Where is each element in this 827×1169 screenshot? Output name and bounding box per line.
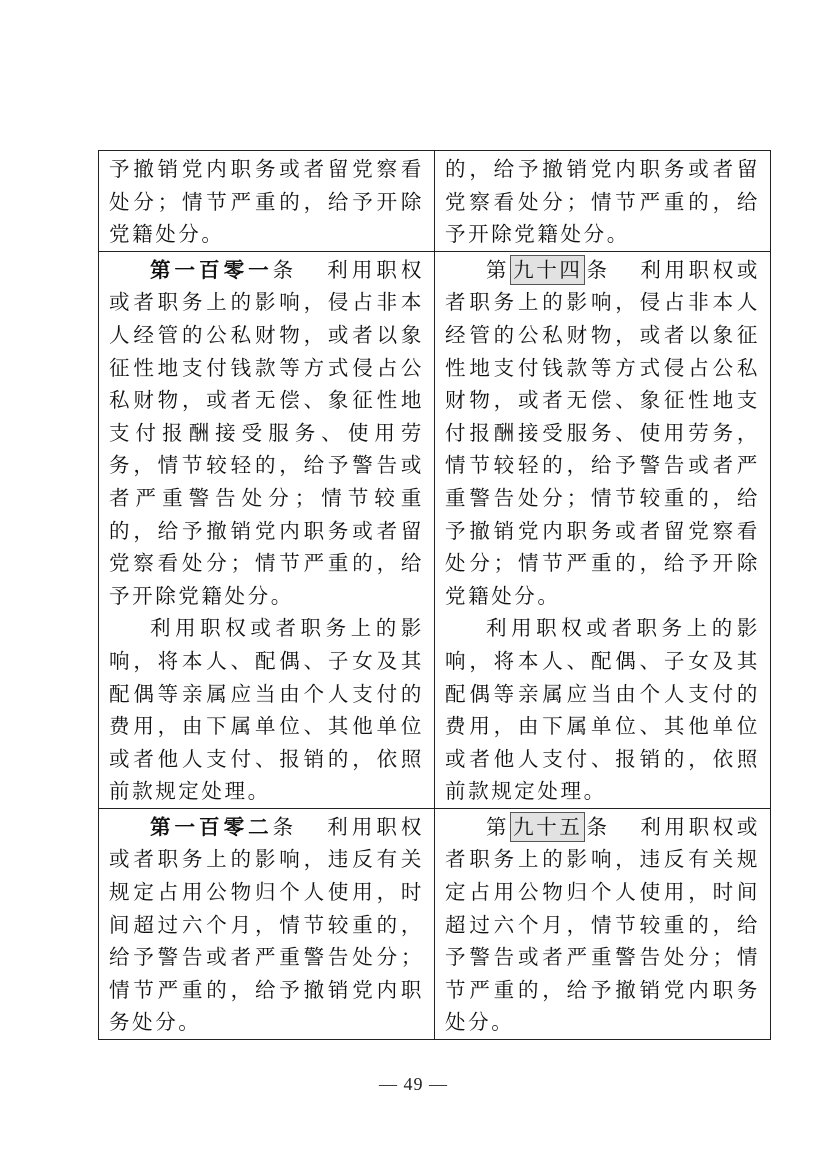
article-suffix: 条 <box>585 814 611 839</box>
clause-paragraph <box>445 811 760 1039</box>
clause-text: 利用职权或者职务上的影响，侵占非本人经管的公私财物，或者以象征性地支付钱款等方式侵占公私财物，或者无偿、象征性地支付报酬接受服务、使用劳务，情节较轻的，给予警告或者严重警告处分；情节较重的，给予撤销党内职务或者留党察看处分；情节严重的，给予开除党籍处分。 <box>445 257 760 608</box>
clause-paragraph: 利用职权或者职务上的影响，将本人、配偶、子女及其配偶等亲属应当由个人支付的费用，由下属单位、其他单位或者他人支付、报销的，依照前款规定处理。 <box>109 616 424 804</box>
article-suffix: 条 <box>585 257 611 282</box>
clause-paragraph <box>109 811 424 1039</box>
article-prefix: 第 <box>486 814 511 839</box>
article-number-bold: 第一百零一 <box>150 257 273 282</box>
table-row <box>99 151 771 252</box>
clause-paragraph <box>109 254 424 613</box>
article-suffix: 条 <box>272 814 298 839</box>
table-cell-original <box>435 151 771 252</box>
clause-text: 利用职权或者职务上的影响，违反有关规定占用公物归个人使用，时间超过六个月，情节较重的，给予警告或者严重警告处分；情节严重的，给予撤销党内职务处分。 <box>445 814 760 1035</box>
table-cell-original <box>435 808 771 1039</box>
article-suffix: 条 <box>272 257 298 282</box>
article-number-highlight: 九十四 <box>510 255 585 285</box>
page-number: — 49 — <box>379 1074 448 1094</box>
clause-text: 利用职权或者职务上的影响，侵占非本人经管的公私财物，或者以象征性地支付钱款等方式侵占公私财物，或者无偿、象征性地支付报酬接受服务、使用劳务，情节较轻的，给予警告或者严重警告处分；情节较重的，给予撤销党内职务或者留党察看处分；情节严重的，给予开除党籍处分。 <box>109 257 424 608</box>
comparison-table <box>98 150 771 1040</box>
clause-paragraph <box>445 254 760 613</box>
clause-text: 利用职权或者职务上的影响，违反有关规定占用公物归个人使用，时间超过六个月，情节较重的，给予警告或者严重警告处分；情节严重的，给予撤销党内职务处分。 <box>109 814 424 1035</box>
article-prefix: 第 <box>486 257 511 282</box>
table-cell-revised <box>99 151 435 252</box>
table-row <box>99 251 771 808</box>
article-number-highlight: 九十五 <box>510 812 585 842</box>
table-cell-revised <box>99 808 435 1039</box>
table-cell-revised <box>99 251 435 808</box>
clause-text: 予撤销党内职务或者留党察看处分；情节严重的，给予开除党籍处分。 <box>109 157 424 247</box>
clause-paragraph: 利用职权或者职务上的影响，将本人、配偶、子女及其配偶等亲属应当由个人支付的费用，由下属单位、其他单位或者他人支付、报销的，依照前款规定处理。 <box>445 616 760 804</box>
clause-text: 的，给予撤销党内职务或者留党察看处分；情节严重的，给予开除党籍处分。 <box>445 157 760 247</box>
table-cell-original <box>435 251 771 808</box>
article-number-bold: 第一百零二 <box>150 814 273 839</box>
table-row <box>99 808 771 1039</box>
